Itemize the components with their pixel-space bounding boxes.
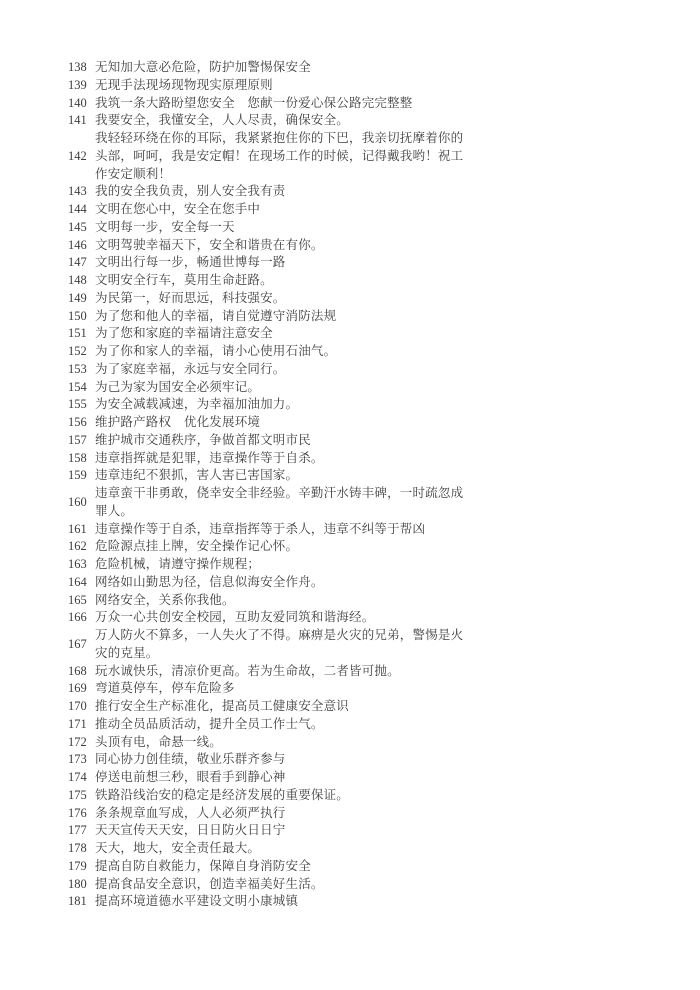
item-number: 156 [68,415,87,429]
item-number: 153 [68,361,87,376]
item-number: 163 [68,557,87,571]
list-item [68,77,700,95]
item-text: 危险源点挂上牌，安全操作记心怀。 [95,539,299,554]
item-number: 145 [68,219,87,234]
item-text: 提高食品安全意识，创造幸福美好生活。 [95,876,324,891]
item-text: 我筑一条大路盼望您安全 您献一份爱心保公路完完整整 [95,95,413,110]
item-number: 152 [68,344,87,358]
item-text: 提高自防自救能力，保障自身消防安全 [95,858,311,873]
item-text: 无现手法现场现物现实原理原则 [95,77,273,92]
item-number: 181 [68,894,87,909]
list-item [68,432,700,450]
list-item [68,343,700,361]
item-number: 170 [68,699,87,713]
item-text: 为了你和家人的幸福，请小心使用石油气。 [95,344,337,358]
list-item [68,130,700,183]
list-item [68,858,700,876]
item-number: 150 [68,308,87,323]
list-item [68,485,700,521]
item-number: 147 [68,255,87,270]
list-item [68,290,700,308]
item-number: 148 [68,273,87,287]
item-text: 玩水诚快乐，清凉价更高。若为生命故，二者皆可抛。 [95,663,400,678]
item-text: 文明出行每一步，畅通世博每一路 [95,255,286,270]
list-item [68,112,700,130]
item-text: 为己为家为国安全必须牢记。 [95,379,261,394]
item-text: 我轻轻环绕在你的耳际，我紧紧抱住你的下巴，我亲切抚摩着你的头部，呵呵，我是安定帽！在现场工作的时候，记得戴我哟！祝工作安定顺利！ [95,131,464,181]
item-number: 160 [68,494,87,509]
item-text: 网络如山勤思为径，信息似海安全作舟。 [95,574,324,589]
item-number: 164 [68,574,87,589]
list-item [68,893,700,911]
item-text: 文明安全行车，莫用生命赶路。 [95,273,273,287]
item-text: 铁路沿线治安的稳定是经济发展的重要保证。 [95,787,350,802]
item-number: 178 [68,841,87,855]
item-number: 175 [68,787,87,802]
item-number: 168 [68,663,87,678]
item-number: 143 [68,184,87,199]
item-number: 169 [68,681,87,696]
item-text: 头顶有电，命悬一线。 [95,734,223,749]
item-text: 网络安全，关系你我他。 [95,592,235,607]
item-number: 155 [68,397,87,412]
item-number: 158 [68,450,87,465]
list-item [68,627,700,663]
list-item [68,663,700,681]
item-number: 174 [68,770,87,784]
list-item [68,592,700,610]
list-item [68,769,700,787]
item-text: 文明每一步，安全每一天 [95,219,235,234]
list-item [68,95,700,113]
item-number: 157 [68,432,87,447]
item-text: 推行安全生产标准化，提高员工健康安全意识 [95,699,350,713]
list-item [68,379,700,397]
list-item [68,325,700,343]
list-item [68,308,700,326]
item-text: 维护城市交通秩序，争做首都文明市民 [95,432,311,447]
item-number: 167 [68,636,87,651]
item-text: 为了您和他人的幸福，请自觉遵守消防法规 [95,308,337,323]
list-item [68,805,700,823]
list-item [68,680,700,698]
list-item [68,876,700,894]
item-text: 推动全员品质活动，提升全员工作士气。 [95,716,324,731]
item-number: 176 [68,805,87,820]
item-number: 141 [68,113,87,128]
item-text: 违章违纪不狠抓，害人害已害国家。 [95,468,299,483]
list-item [68,183,700,201]
item-text: 弯道莫停车，停车危险多 [95,681,235,696]
item-number: 149 [68,290,87,305]
item-text: 违章蛮干非勇敢，侥幸安全非经验。辛勤汗水铸丰碑，一时疏忽成罪人。 [95,486,464,518]
list-item [68,450,700,468]
list-item [68,840,700,858]
item-number: 142 [68,148,87,163]
list-item [68,201,700,219]
item-number: 177 [68,823,87,838]
item-text: 天大，地大，安全责任最大。 [95,841,261,855]
item-number: 179 [68,858,87,873]
list-item [68,521,700,539]
list-item [68,609,700,627]
item-text: 维护路产路权 优化发展环境 [95,415,261,429]
list-item [68,237,700,255]
list-item [68,467,700,485]
item-text: 万众一心共创安全校园，互助友爱同筑和谐海经。 [95,610,375,625]
list-item [68,751,700,769]
item-text: 停送电前想三秒，眼看手到静心神 [95,770,286,784]
item-number: 165 [68,592,87,607]
item-text: 危险机械，请遵守操作规程； [95,557,261,571]
item-number: 159 [68,468,87,483]
item-number: 162 [68,539,87,554]
list-item [68,254,700,272]
item-text: 无知加大意必危险，防护加警惕保安全 [95,60,311,74]
list-item [68,556,700,574]
item-text: 为了您和家庭的幸福请注意安全 [95,326,273,341]
list-item [68,219,700,237]
list-item [68,716,700,734]
item-number: 154 [68,379,87,394]
list-item [68,574,700,592]
list-item [68,698,700,716]
list-item [68,59,700,77]
list-item [68,414,700,432]
item-text: 为了家庭幸福，永远与安全同行。 [95,361,286,376]
item-text: 提高环境道德水平建设文明小康城镇 [95,894,299,909]
item-text: 我的安全我负责，别人安全我有责 [95,184,286,199]
item-number: 140 [68,95,87,110]
item-text: 违章指挥就是犯罪，违章操作等于自杀。 [95,450,324,465]
list-item [68,361,700,379]
item-number: 139 [68,77,87,92]
list-item [68,272,700,290]
item-number: 171 [68,716,87,731]
item-text: 为民第一，好而思远，科技强安。 [95,290,286,305]
list-item [68,538,700,556]
item-number: 166 [68,610,87,625]
item-number: 151 [68,326,87,341]
item-text: 文明驾驶幸福天下，安全和谐贵在有你。 [95,237,324,252]
item-text: 同心协力创佳绩，敬业乐群齐参与 [95,752,286,767]
item-text: 我要安全，我懂安全，人人尽责，确保安全。 [95,113,350,128]
item-number: 161 [68,521,87,536]
list-item [68,787,700,805]
item-number: 172 [68,734,87,749]
item-text: 万人防火不算多，一人失火了不得。麻痹是火灾的兄弟，警惕是火灾的克星。 [95,628,464,660]
list-item [68,822,700,840]
item-text: 文明在您心中，安全在您手中 [95,202,261,216]
item-number: 138 [68,60,87,74]
item-text: 条条规章血写成，人人必须严执行 [95,805,286,820]
item-text: 为安全减载减速，为幸福加油加力。 [95,397,299,412]
item-number: 144 [68,202,87,216]
item-text: 违章操作等于自杀，违章指挥等于杀人，违章不纠等于帮凶 [95,521,426,536]
item-number: 173 [68,752,87,767]
item-number: 180 [68,876,87,891]
item-number: 146 [68,237,87,252]
item-text: 天天宣传天天安，日日防火日日宁 [95,823,286,838]
list-item [68,396,700,414]
list-item [68,734,700,752]
